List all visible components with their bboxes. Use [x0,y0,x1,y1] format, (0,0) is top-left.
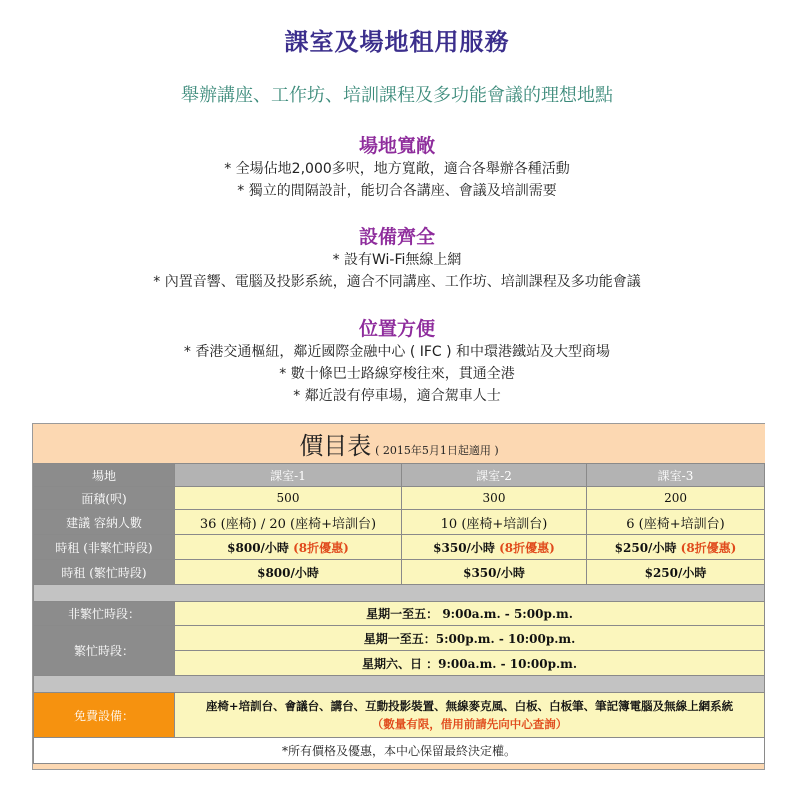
table-row [34,487,765,510]
section-heading-equipment: 設備齊全 [358,226,435,248]
free-equipment-note: （數量有限，借用前請先向中心查詢） [371,717,568,731]
table-cell [175,535,402,560]
section-line: * 鄰近設有停車場，適合駕車人士 [293,388,501,404]
table-cell: 300 [402,487,587,510]
table-spacer [34,676,765,693]
row-label: 時租 (繁忙時段) [34,560,175,585]
table-cell: $250/小時 [587,560,765,585]
row-label: 時租 (非繁忙時段) [34,535,175,560]
table-row [34,626,765,651]
table-cell: $800/小時 [175,560,402,585]
price-table-title-note: ( 2015年5月1日起適用 ) [375,444,499,457]
table-cell: 500 [175,487,402,510]
rate-value: $350/小時 [433,540,495,555]
peak-hours-weekend: 星期六、日 ：9:00a.m. - 10:00p.m. [175,651,765,676]
room-header: 課室-1 [175,464,402,487]
table-row [34,510,765,535]
page-subtitle: 舉辦講座、工作坊、培訓課程及多功能會議的理想地點 [181,85,613,106]
free-equipment-cell [175,693,765,738]
section-line: * 設有Wi-Fi無線上網 [332,252,462,268]
discount-badge: (8折優惠) [499,540,555,555]
table-row [34,535,765,560]
section-line: * 香港交通樞紐，鄰近國際金融中心 ( IFC ) 和中環港鐵站及大型商場 [183,344,611,360]
row-label: 建議 容納人數 [34,510,175,535]
section-line: * 內置音響、電腦及投影系統，適合不同講座、工作坊、培訓課程及多功能會議 [153,274,641,290]
discount-badge: (8折優惠) [293,540,349,555]
price-table-container [32,423,765,770]
rate-value: $800/小時 [227,540,289,555]
table-cell: 36 (座椅) / 20 (座椅+培訓台) [175,510,402,535]
page-title: 課室及場地租用服務 [284,28,510,56]
peak-hours-weekday: 星期一至五：5:00p.m. - 10:00p.m. [175,626,765,651]
table-cell: $350/小時 [402,560,587,585]
header-label: 場地 [34,464,175,487]
free-equipment-label: 免費設備： [34,693,175,738]
peak-label: 繁忙時段： [34,626,175,676]
offpeak-hours: 星期一至五： 9:00a.m. - 5:00p.m. [175,602,765,626]
section-line: * 獨立的間隔設計，能切合各講座、會議及培訓需要 [237,183,557,199]
rate-value: $250/小時 [614,540,677,555]
table-row [34,560,765,585]
section-heading-location: 位置方便 [358,318,435,340]
section-heading-space: 場地寬敞 [358,135,435,157]
room-header: 課室-3 [587,464,765,487]
table-cell: 200 [587,487,765,510]
footnote: *所有價格及優惠，本中心保留最終決定權。 [34,738,765,764]
offpeak-label: 非繁忙時段： [34,602,175,626]
free-equipment-list: 座椅+培訓台、會議台、講台、互動投影裝置、無線麥克風、白板、白板筆、筆記簿電腦及無線上網系統 [205,699,734,713]
table-cell: 6 (座椅+培訓台) [587,510,765,535]
section-line: * 全場佔地2,000多呎，地方寬敞，適合各舉辦各種活動 [224,161,570,177]
room-header: 課室-2 [402,464,587,487]
table-cell [587,535,765,560]
table-cell [402,535,587,560]
table-row [34,738,765,764]
section-line: * 數十條巴士路線穿梭往來，貫通全港 [279,366,515,382]
table-row [34,693,765,738]
price-table [33,424,765,764]
price-table-title-row [34,424,765,464]
price-table-title: 價目表 [299,432,372,460]
table-row [34,464,765,487]
table-row [34,602,765,626]
discount-badge: (8折優惠) [680,540,737,555]
table-spacer [34,585,765,602]
table-cell: 10 (座椅+培訓台) [402,510,587,535]
row-label: 面積(呎) [34,487,175,510]
